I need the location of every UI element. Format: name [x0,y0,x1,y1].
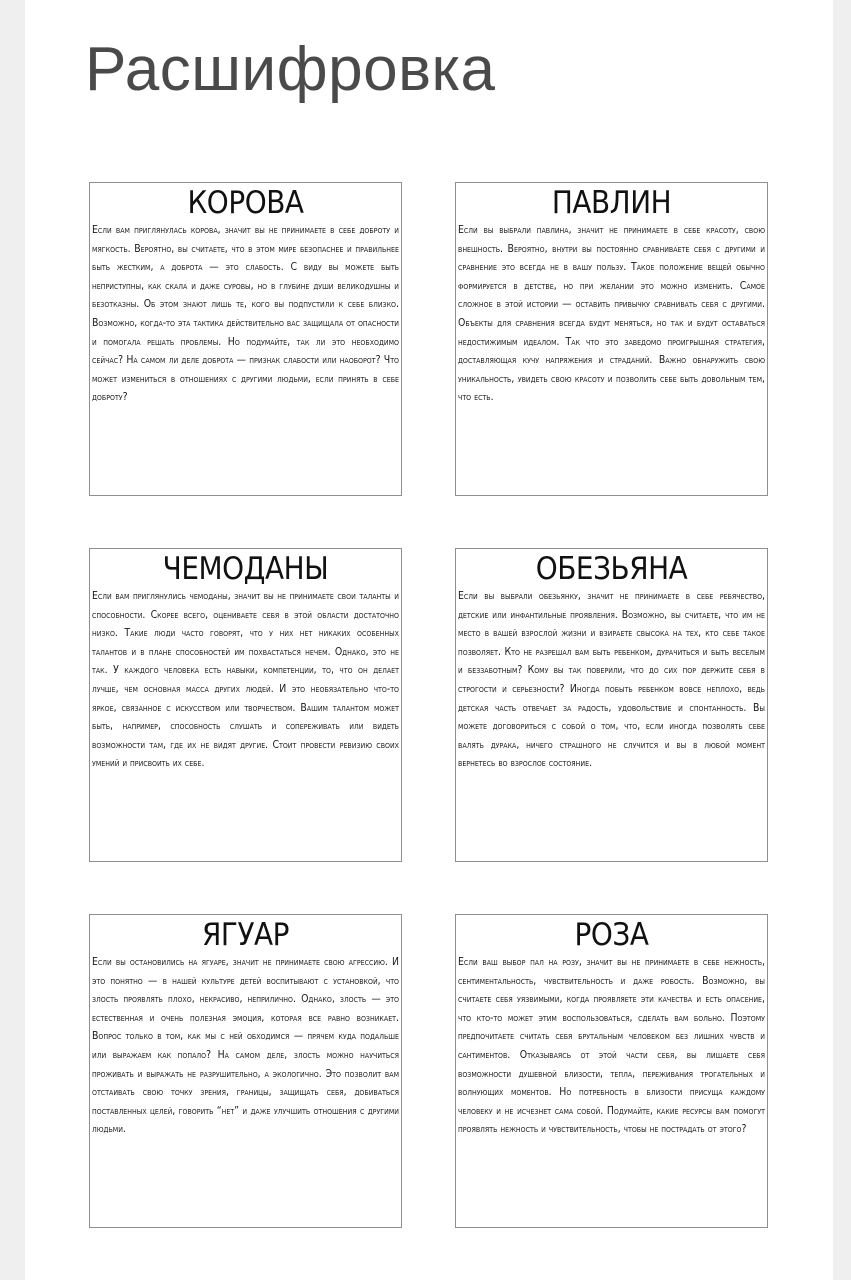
page-title: Расшифровка [85,35,496,104]
card-text: Если ваш выбор пал на розу, значит вы не принимаете в себе нежность, сентиментальность, чувствительность и даже робость. Возможно, вы считаете себя уязвимыми, когда проявляете эти качества и есть опасение, что кто-то может этим воспользоваться, сделать вам больно. Поэтому предпочитаете считать себя брутальным человеком без лишних чувств и сантиментов. Отказываясь от этой части себя, вы лишаете себя возможности душевной близости, тепла, переживания трогательных и волнующих моментов. Но потребность в близости присуща каждому человеку и не исчезнет сама собой. Подумайте, какие ресурсы вам помогут проявлять нежность и чувствительность, чтобы не пострадать от этого? [458,956,765,1136]
card-text: Если вам приглянулись чемоданы, значит вы не принимаете свои таланты и способности. Скорее всего, оцениваете себя в этой области достаточно низко. Такие люди часто говорят, что у них нет никаких особенных талантов и в плане способностей им похвастаться нечем. Однако, это не так. У каждого человека есть навыки, компетенции, то, что он делает лучше, чем основная масса других людей. И это необязательно что-то яркое, связанное с искусством или творчеством. Вашим талантом может быть, например, способность слушать и сопереживать или видеть возможности там, где их не видят другие. Стоит провести ревизию своих умений и присвоить их себе. [92,590,399,770]
card-title: ОБЕЗЬЯНА [535,551,688,587]
card-text: Если вы выбрали обезьянку, значит не принимаете в себе ребячество, детские или инфантильные проявления. Возможно, вы считаете, что им не место в вашей взрослой жизни и взираете свысока на тех, кто себе такое позволяет. Кто не разрешал вам быть ребенком, дурачиться и быть веселым и беззаботным? Кому вы так поверили, что до сих пор держите себя в строгости и серьезности? Иногда побыть ребенком вовсе неплохо, ведь детская часть отвечает за радость, удовольствие и спонтанность. Вы можете договориться с собой о том, что, если иногда позволять себе валять дурака, ничего страшного не случится и вы в любой момент вернетесь во взрослое состояние. [458,590,765,770]
card-title: ЧЕМОДАНЫ [162,551,329,587]
card-title: КОРОВА [187,185,304,221]
card-text: Если вам приглянулась корова, значит вы не принимаете в себе доброту и мягкость. Вероятно, вы считаете, что в этом мире безопаснее и правильнее быть жестким, а доброта — это слабость. С виду вы можете быть неприступны, как скала и даже суровы, но в глубине души великодушны и безотказны. Об этом знают лишь те, кого вы подпустили к себе близко. Возможно, когда-то эта тактика действительно вас защищала от опасности и помогала решать проблемы. Но подумайте, так ли это необходимо сейчас? На самом ли деле доброта — признак слабости или наоборот? Что может измениться в отношениях с другими людьми, если принять в себе доброту? [92,224,399,404]
card-peacock [455,182,768,496]
card-text: Если вы остановились на ягуаре, значит не принимаете свою агрессию. И это понятно — в нашей культуре детей воспитывают с установкой, что злость проявлять плохо, некрасиво, неприлично. Однако, злость — это естественная и очень полезная эмоция, которая все равно возникает. Вопрос только в том, как мы с ней обходимся — прячем куда подальше или выражаем как попало? На самом деле, злость можно научиться проживать и выражать не разрушительно, а экологично. Это позволит вам отстаивать свою точку зрения, границы, защищать себя, добиваться поставленных целей, говорить “нет” и даже улучшить отношения с другими людьми. [92,956,399,1136]
card-title: ПАВЛИН [551,185,672,221]
card-monkey [455,548,768,862]
card-title: ЯГУАР [201,917,290,953]
card-cow [89,182,402,496]
card-title: РОЗА [574,917,649,953]
card-suitcases [89,548,402,862]
card-rose [455,914,768,1228]
card-text: Если вы выбрали павлина, значит не принимаете в себе красоту, свою внешность. Вероятно, внутри вы постоянно сравниваете себя с другими и сравнение это всегда не в вашу пользу. Такое положение вещей обычно формируется в детстве, но при желании это можно изменить. Самое сложное в этой истории — оставить привычку сравнивать себя с другими. Объекты для сравнения всегда будут меняться, но так и будут оставаться недостижимым идеалом. Так что это заведомо проигрышная стратегия, доставляющая кучу напряжения и страданий. Важно обнаружить свою уникальность, увидеть свою красоту и позволить себе быть довольным тем, что есть. [458,224,765,404]
card-jaguar [89,914,402,1228]
document-page [25,0,833,1280]
